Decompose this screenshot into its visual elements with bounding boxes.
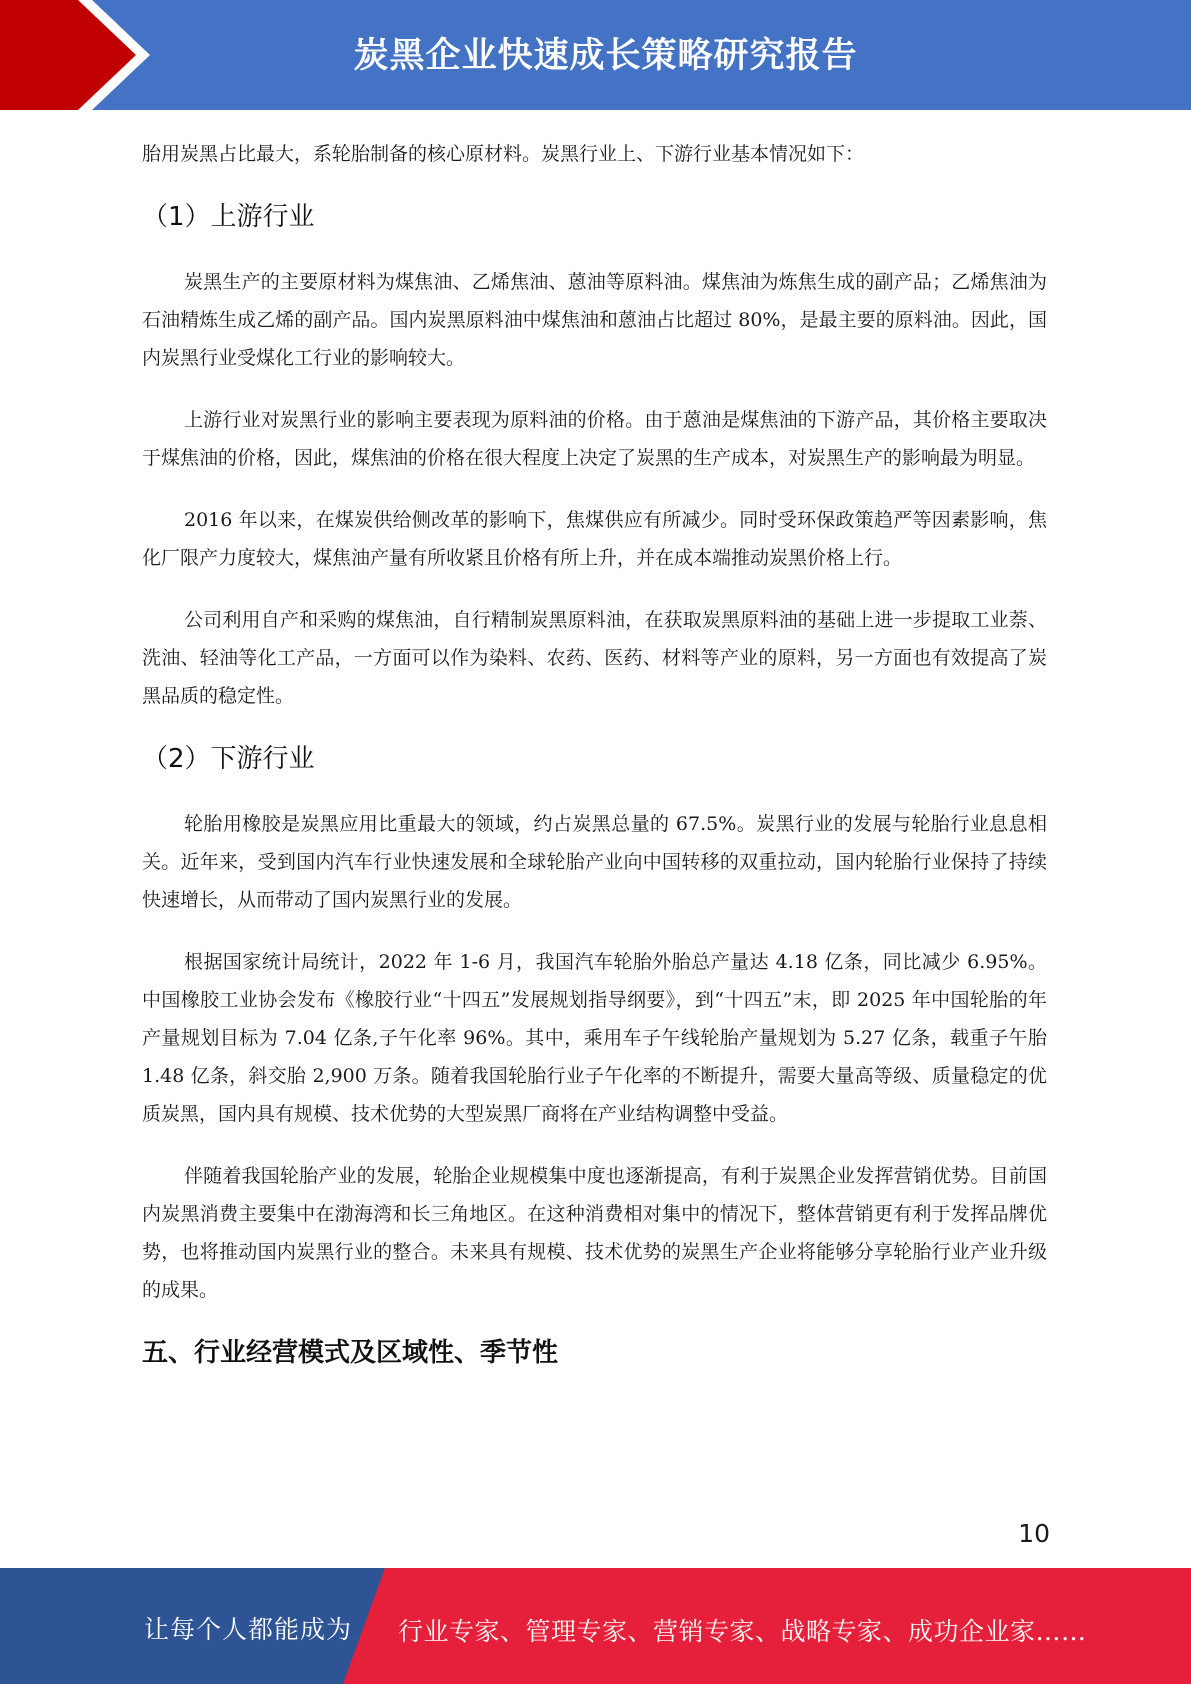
page-number: 10 xyxy=(1018,1519,1050,1548)
downstream-paragraph-1: 轮胎用橡胶是炭黑应用比重最大的领域，约占炭黑总量的 67.5%。炭黑行业的发展与轮胎行业息息相关。近年来，受到国内汽车行业快速发展和全球轮胎产业向中国转移的双重拉动，国内轮胎行业保持了持续快速增长，从而带动了国内炭黑行业的发展。 xyxy=(142,813,1047,911)
page-footer xyxy=(0,1568,1191,1684)
footer-slogan-left: 让每个人都能成为 xyxy=(144,1615,353,1644)
upstream-heading: （1）上游行业 xyxy=(142,202,315,232)
upstream-paragraph-1: 炭黑生产的主要原材料为煤焦油、乙烯焦油、蒽油等原料油。煤焦油为炼焦生成的副产品；乙烯焦油为石油精炼生成乙烯的副产品。国内炭黑原料油中煤焦油和蒽油占比超过 80%，是最主要的原料油。因此，国内炭黑行业受煤化工行业的影响较大。 xyxy=(142,271,1047,369)
downstream-paragraph-3: 伴随着我国轮胎产业的发展，轮胎企业规模集中度也逐渐提高，有利于炭黑企业发挥营销优势。目前国内炭黑消费主要集中在渤海湾和长三角地区。在这种消费相对集中的情况下，整体营销更有利于发挥品牌优势，也将推动国内炭黑行业的整合。未来具有规模、技术优势的炭黑生产企业将能够分享轮胎行业产业升级的成果。 xyxy=(142,1165,1047,1301)
downstream-paragraph-2: 根据国家统计局统计，2022 年 1-6 月，我国汽车轮胎外胎总产量达 4.18 亿条，同比减少 6.95%。中国橡胶工业协会发布《橡胶行业“十四五”发展规划指导纲要》，到“十四五”末，即 2025 年中国轮胎的年产量规划目标为 7.04 亿条,子午化率 96%。其中，乘用车子午线轮胎产量规划为 5.27 亿条，载重子午胎 1.48 亿条，斜交胎 2,900 万条。随着我国轮胎行业子午化率的不断提升，需要大量高等级、质量稳定的优质炭黑，国内具有规模、技术优势的大型炭黑厂商将在产业结构调整中受益。 xyxy=(142,951,1047,1125)
intro-paragraph: 胎用炭黑占比最大，系轮胎制备的核心原材料。炭黑行业上、下游行业基本情况如下： xyxy=(142,143,865,165)
page-header xyxy=(0,0,1191,110)
section-5-heading: 五、行业经营模式及区域性、季节性 xyxy=(142,1338,559,1368)
page-body xyxy=(142,135,1047,1373)
upstream-paragraph-4: 公司利用自产和采购的煤焦油，自行精制炭黑原料油，在获取炭黑原料油的基础上进一步提取工业萘、洗油、轻油等化工产品，一方面可以作为染料、农药、医药、材料等产业的原料，另一方面也有效提高了炭黑品质的稳定性。 xyxy=(142,609,1047,707)
footer-slogan-right: 行业专家、管理专家、营销专家、战略专家、成功企业家…… xyxy=(398,1617,1087,1646)
report-title: 炭黑企业快速成长策略研究报告 xyxy=(353,36,858,76)
downstream-heading: （2）下游行业 xyxy=(142,744,315,774)
upstream-paragraph-2: 上游行业对炭黑行业的影响主要表现为原料油的价格。由于蒽油是煤焦油的下游产品，其价格主要取决于煤焦油的价格，因此，煤焦油的价格在很大程度上决定了炭黑的生产成本，对炭黑生产的影响最为明显。 xyxy=(142,409,1047,469)
upstream-paragraph-3: 2016 年以来，在煤炭供给侧改革的影响下，焦煤供应有所减少。同时受环保政策趋严等因素影响，焦化厂限产力度较大，煤焦油产量有所收紧且价格有所上升，并在成本端推动炭黑价格上行。 xyxy=(142,509,1047,569)
